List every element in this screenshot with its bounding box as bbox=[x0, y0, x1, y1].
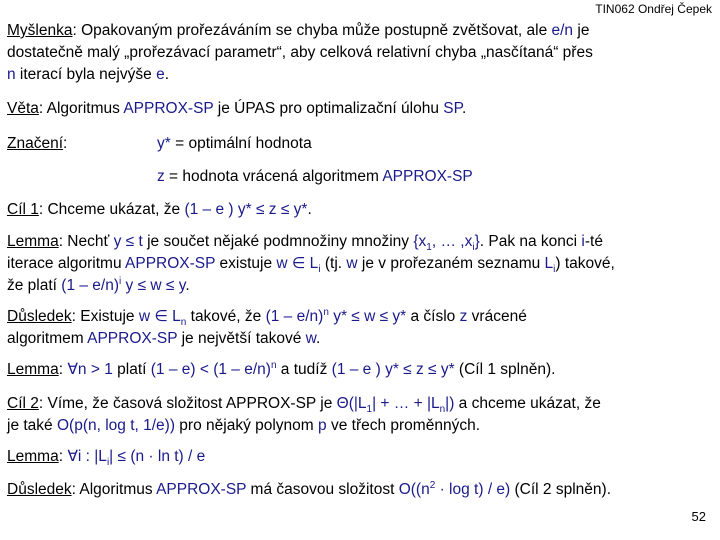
corollary2-t4s: 2 bbox=[429, 479, 436, 491]
corollary1-l2d: w bbox=[305, 330, 317, 347]
lemma3-t3: | ≤ (n · ln t) / e bbox=[109, 448, 206, 465]
goal2-t5: a chceme ukázat, že bbox=[454, 395, 601, 412]
corollary1-t6: a číslo bbox=[406, 308, 460, 325]
corollary1-l2b: APPROX-SP bbox=[87, 330, 178, 347]
lemma3-t1: : bbox=[58, 448, 68, 465]
goal2-l2e: ve třech proměnných. bbox=[326, 417, 481, 434]
lemma1-l3d: . bbox=[185, 277, 190, 294]
idea-text-1: : Opakovaným prořezáváním se chyba může postupně zvětšovat, ale bbox=[72, 22, 552, 39]
corollary2-t1: : Algoritmus bbox=[71, 481, 157, 498]
idea-text-3: dostatečně malý „prořezávací parametr“, aby celková relativní chyba „nasčítaná“ přes bbox=[7, 44, 593, 61]
idea-e: e bbox=[156, 66, 165, 83]
theorem-paragraph bbox=[7, 98, 713, 120]
notation-row-2-text: = hodnota vrácená algoritmem bbox=[164, 168, 383, 185]
corollary1-w-in-ln bbox=[138, 308, 187, 329]
corollary1-t2s: n bbox=[180, 317, 187, 329]
lemma1-t9: -té bbox=[584, 233, 603, 250]
corollary1-t5: y* ≤ w ≤ y* bbox=[328, 308, 407, 325]
lemma2-t5: a tudíž bbox=[276, 361, 332, 378]
lemma2-t4s: n bbox=[270, 359, 277, 371]
lemma1-l2ds: i bbox=[318, 264, 321, 276]
goal2-t2s: 1 bbox=[366, 404, 373, 416]
corollary1-t1: : Existuje bbox=[71, 308, 139, 325]
idea-paragraph bbox=[7, 20, 713, 86]
idea-text-4: iterací byla nejvýše bbox=[15, 66, 157, 83]
lemma1-t2: y ≤ t bbox=[113, 233, 143, 250]
goal1-label: Cíl 1 bbox=[7, 201, 39, 218]
lemma1-t8: i bbox=[581, 233, 585, 250]
idea-label: Myšlenka bbox=[7, 22, 73, 39]
corollary1-l2c: je největší takové bbox=[177, 330, 306, 347]
header-author: TIN062 Ondřej Čepek bbox=[595, 2, 712, 16]
theorem-end: . bbox=[461, 100, 467, 117]
corollary1-t7: z bbox=[459, 308, 468, 325]
goal2-l2a: je také bbox=[7, 417, 57, 434]
lemma1-t4: {x bbox=[413, 233, 427, 250]
corollary2-t2: APPROX-SP bbox=[156, 481, 247, 498]
goal2-l2b: O(p(n, log t, 1/e)) bbox=[56, 417, 175, 434]
lemma1-l2i: ) takové, bbox=[555, 255, 615, 272]
goal2-t3: | + … + |L bbox=[372, 395, 440, 412]
lemma1-l2b: APPROX-SP bbox=[125, 255, 216, 272]
lemma1-t7: . Pak na konci bbox=[479, 233, 582, 250]
lemma1-l2h: L bbox=[544, 255, 554, 272]
notation-algo: APPROX-SP bbox=[382, 168, 473, 185]
corollary1-t2: w ∈ L bbox=[138, 308, 181, 325]
lemma2-t6: (1 – e ) y* ≤ z ≤ y* bbox=[331, 361, 455, 378]
lemma1-t5s: i bbox=[472, 242, 475, 254]
notation-y-star: y* bbox=[157, 135, 171, 152]
lemma1-label: Lemma bbox=[7, 233, 59, 250]
corollary2-t3: má časovou složitost bbox=[246, 481, 399, 498]
goal2-paragraph bbox=[7, 393, 713, 437]
corollary1-l2a: algoritmem bbox=[7, 330, 88, 347]
lemma2-t1: : bbox=[58, 361, 68, 378]
idea-end: . bbox=[164, 66, 169, 83]
corollary2-t5: · log t) / e) bbox=[435, 481, 511, 498]
goal2-theta bbox=[336, 395, 455, 416]
lemma2-ineq bbox=[151, 361, 277, 378]
lemma1-ineq bbox=[61, 277, 185, 294]
lemma1-l2e: (tj. bbox=[320, 255, 347, 272]
lemma1-t4s: 1 bbox=[426, 242, 432, 254]
corollary1-t4s: n bbox=[323, 306, 329, 318]
lemma1-l3c: y ≤ w ≤ y bbox=[121, 277, 186, 294]
lemma2-label: Lemma bbox=[7, 361, 59, 378]
notation-row-2 bbox=[157, 166, 473, 188]
goal1-text: : Chceme ukázat, že bbox=[38, 201, 185, 218]
lemma1-l2a: iterace algoritmu bbox=[7, 255, 126, 272]
lemma2-t2: ∀n > 1 bbox=[67, 361, 113, 378]
notation-paragraph bbox=[7, 133, 713, 193]
lemma3-paragraph bbox=[7, 446, 713, 468]
corollary2-t4: O((n bbox=[398, 481, 430, 498]
lemma1-w-in-l bbox=[276, 255, 321, 276]
theorem-sp: SP bbox=[443, 100, 462, 117]
corollary2-paragraph bbox=[7, 479, 713, 501]
lemma1-t6: } bbox=[474, 233, 480, 250]
lemma3-label: Lemma bbox=[7, 448, 59, 465]
goal2-t1: : Víme, že časová složitost APPROX-SP je bbox=[38, 395, 337, 412]
lemma2-t3: platí bbox=[112, 361, 151, 378]
lemma1-l3a: že platí bbox=[7, 277, 62, 294]
lemma2-t4: (1 – e) < (1 – e/n) bbox=[150, 361, 271, 378]
lemma1-l2f: w bbox=[346, 255, 358, 272]
corollary1-t4: (1 – e/n) bbox=[265, 308, 324, 325]
corollary2-label: Důsledek bbox=[7, 481, 72, 498]
notation-z: z bbox=[157, 168, 165, 185]
lemma1-set bbox=[413, 233, 480, 254]
lemma3-t2s: i bbox=[106, 457, 110, 469]
goal2-t2: Θ(|L bbox=[336, 395, 367, 412]
lemma1-l3b: (1 – e/n) bbox=[61, 277, 120, 294]
lemma1-li bbox=[544, 255, 556, 276]
lemma1-l2hs: i bbox=[553, 264, 556, 276]
goal2-l2c: pro nějaký polynom bbox=[175, 417, 319, 434]
goal2-label: Cíl 2 bbox=[7, 395, 39, 412]
lemma1-t1: : Nechť bbox=[58, 233, 114, 250]
lemma1-l3bs: i bbox=[119, 275, 122, 287]
theorem-label: Věta bbox=[7, 100, 39, 117]
idea-text-2: je bbox=[573, 22, 590, 39]
corollary1-label: Důsledek bbox=[7, 308, 72, 325]
theorem-text-1: : Algoritmus bbox=[38, 100, 124, 117]
goal2-l2d: p bbox=[318, 417, 327, 434]
lemma1-paragraph bbox=[7, 231, 713, 297]
idea-e-over-n: e/n bbox=[551, 22, 574, 39]
notation-row-1 bbox=[157, 133, 312, 155]
lemma2-paragraph bbox=[7, 359, 713, 381]
lemma1-t3: je součet nějaké podmnožiny množiny bbox=[142, 233, 414, 250]
lemma1-l2d: w ∈ L bbox=[276, 255, 319, 272]
notation-row-1-text: = optimální hodnota bbox=[170, 135, 312, 152]
goal2-t4: |) bbox=[445, 395, 455, 412]
corollary1-t3: takové, že bbox=[186, 308, 266, 325]
idea-n: n bbox=[7, 66, 16, 83]
lemma1-l2g: je v prořezaném seznamu bbox=[357, 255, 545, 272]
notation-colon: : bbox=[63, 135, 68, 152]
lemma3-expr bbox=[67, 448, 206, 469]
page-number: 52 bbox=[691, 509, 706, 524]
theorem-text-2: je ÚPAS pro optimalizační úlohu bbox=[213, 100, 444, 117]
corollary2-complexity bbox=[399, 481, 511, 498]
lemma1-t5: , … ,x bbox=[431, 233, 473, 250]
lemma3-t2: ∀i : |L bbox=[67, 448, 107, 465]
corollary1-t8: vrácené bbox=[467, 308, 527, 325]
notation-label: Značení bbox=[7, 135, 64, 152]
goal1-paragraph bbox=[7, 199, 713, 221]
goal1-end: . bbox=[307, 201, 312, 218]
lemma1-l2c: existuje bbox=[215, 255, 277, 272]
goal2-t3s: n bbox=[439, 404, 446, 416]
corollary2-t6: (Cíl 2 splněn). bbox=[510, 481, 612, 498]
goal1-expr: (1 – e ) y* ≤ z ≤ y* bbox=[184, 201, 308, 218]
corollary1-ineq bbox=[266, 308, 407, 325]
corollary1-paragraph bbox=[7, 306, 713, 350]
corollary1-l2e: . bbox=[316, 330, 321, 347]
theorem-algo: APPROX-SP bbox=[123, 100, 214, 117]
lemma2-t7: (Cíl 1 splněn). bbox=[454, 361, 556, 378]
